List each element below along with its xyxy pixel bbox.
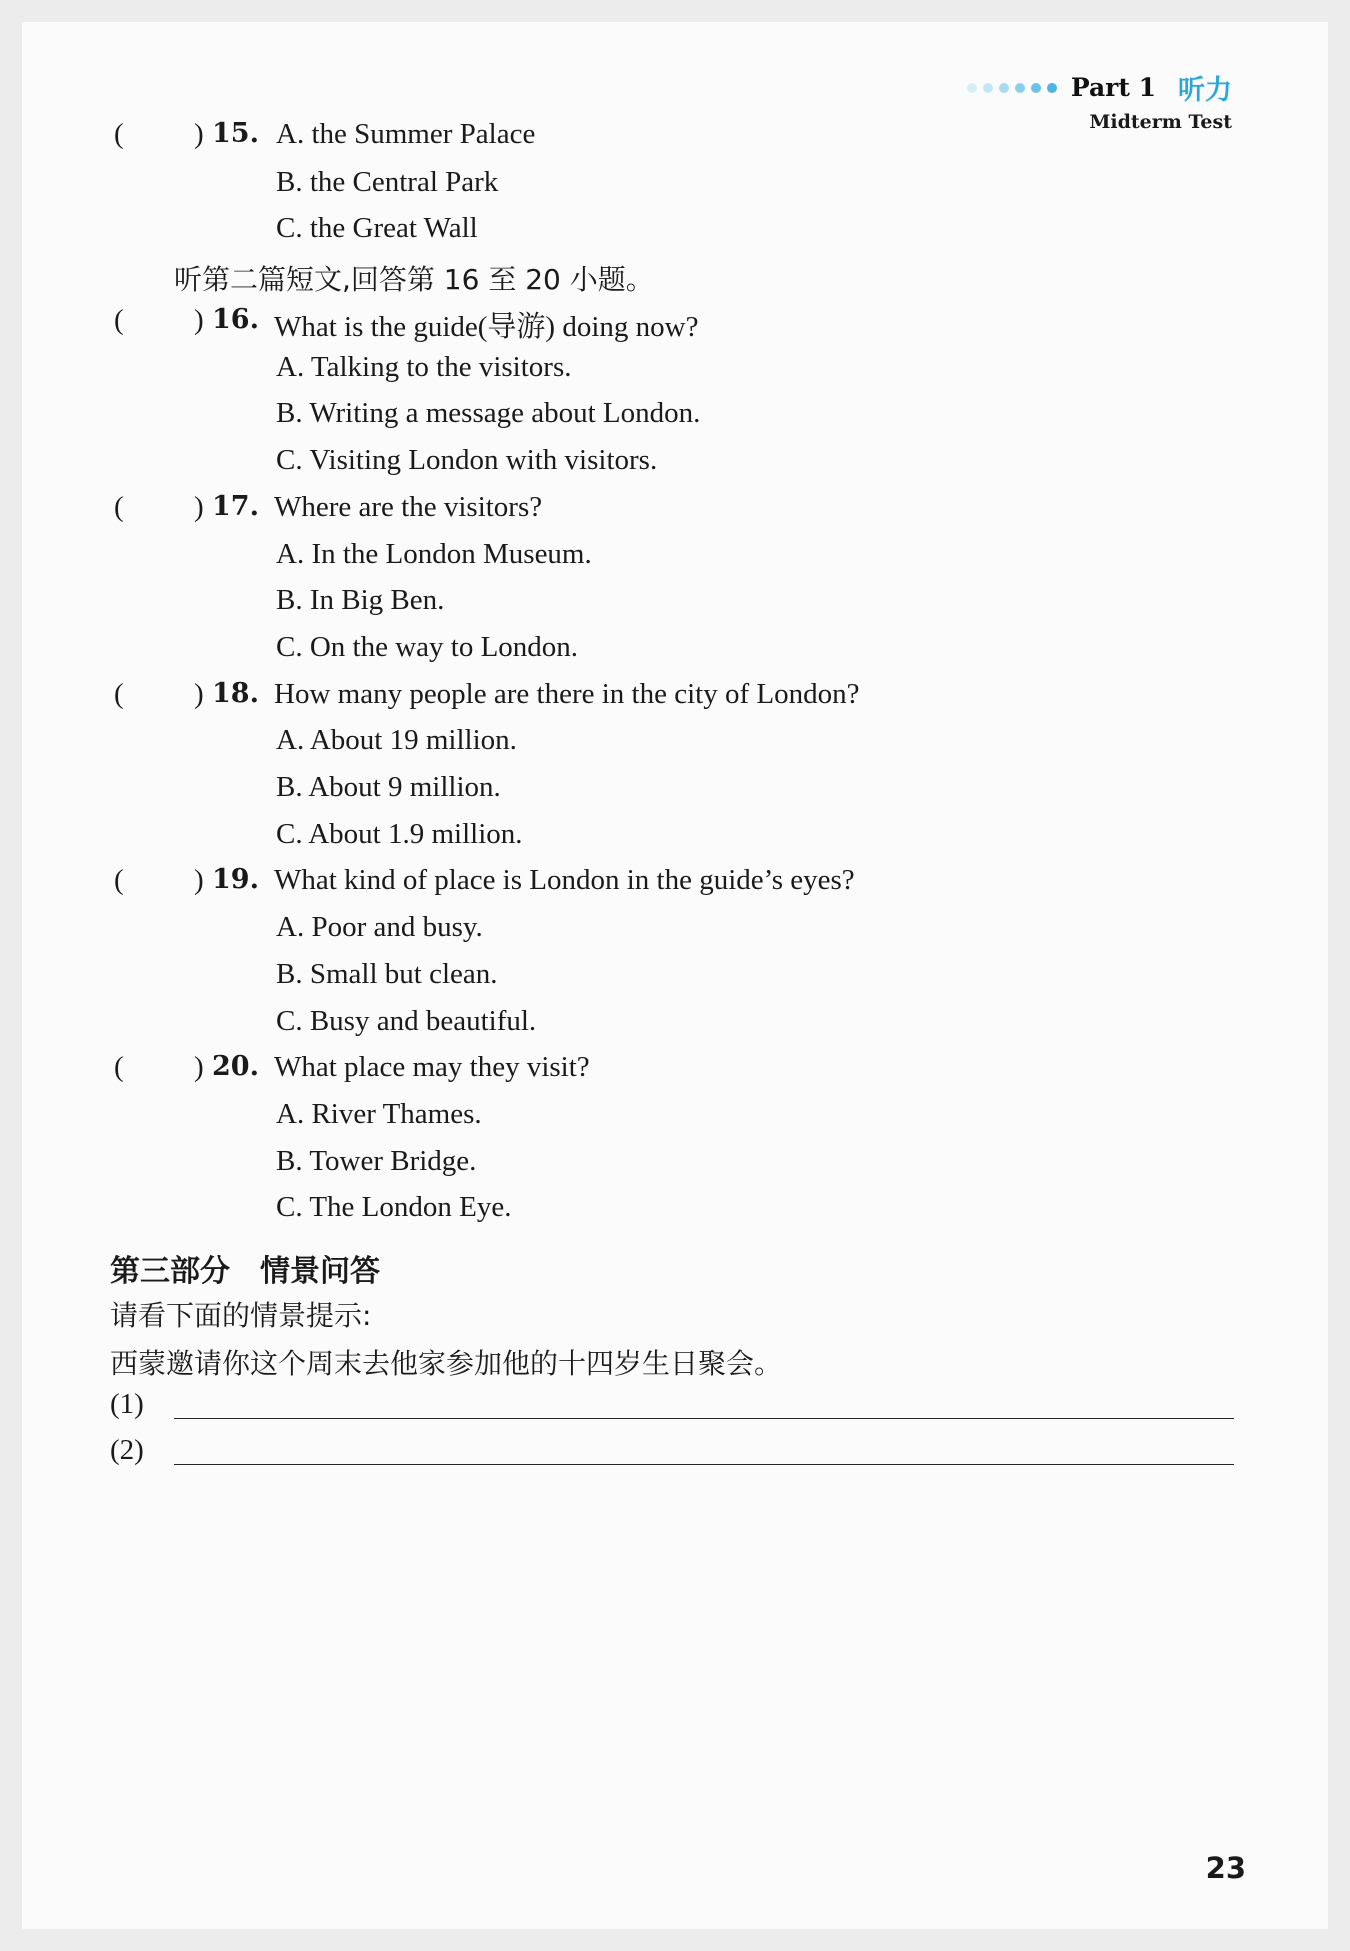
- option-a: A. River Thames.: [276, 1097, 482, 1130]
- part3-heading: 第三部分 情景问答: [110, 1254, 380, 1289]
- option-c: C. About 1.9 million.: [276, 817, 523, 850]
- answer-paren-close: ): [194, 864, 204, 897]
- question-text: What place may they visit?: [274, 1051, 590, 1084]
- question-text: What kind of place is London in the guide’s eyes?: [274, 864, 855, 897]
- option-a: A. the Summer Palace: [276, 118, 536, 150]
- option-a: A. About 19 million.: [276, 724, 517, 757]
- option-b: B. the Central Park: [276, 166, 499, 198]
- dot-2: [983, 83, 993, 93]
- answer-paren-open: (: [114, 1051, 124, 1084]
- dot-1: [967, 83, 977, 93]
- option-b: B. About 9 million.: [276, 771, 501, 803]
- dot-4: [1015, 83, 1025, 93]
- blank-label-2: (2): [110, 1434, 144, 1466]
- dot-6: [1047, 83, 1057, 93]
- question-number: 20.: [212, 1051, 259, 1083]
- option-b: B. Writing a message about London.: [276, 397, 701, 430]
- option-b: B. In Big Ben.: [276, 584, 445, 617]
- header-dots-decoration: [967, 83, 1057, 93]
- option-c: C. Visiting London with visitors.: [276, 444, 658, 477]
- page-number: 23: [1205, 1851, 1246, 1885]
- page-header: [967, 68, 1232, 133]
- answer-paren-open: (: [114, 304, 124, 336]
- question-number: 16.: [212, 304, 259, 335]
- answer-line-2[interactable]: [174, 1464, 1234, 1465]
- answer-paren-open: (: [114, 677, 124, 710]
- option-b: B. Small but clean.: [276, 957, 498, 990]
- option-a: A. In the London Museum.: [276, 537, 592, 570]
- answer-paren-open: (: [114, 490, 124, 523]
- option-a: A. Talking to the visitors.: [276, 350, 572, 383]
- dot-5: [1031, 83, 1041, 93]
- answer-paren-close: ): [194, 677, 204, 710]
- option-c: C. the Great Wall: [276, 212, 478, 244]
- answer-paren-open: (: [114, 864, 124, 897]
- section-title: 听力: [1178, 75, 1232, 106]
- part3-prompt: 请看下面的情景提示:: [110, 1299, 372, 1332]
- answer-paren-close: ): [194, 1051, 204, 1084]
- question-text: Where are the visitors?: [274, 490, 543, 523]
- page: [22, 22, 1328, 1929]
- question-number: 15.: [212, 118, 259, 149]
- answer-line-1[interactable]: [174, 1418, 1234, 1419]
- option-a: A. Poor and busy.: [276, 911, 483, 944]
- answer-paren-close: ): [194, 118, 204, 150]
- option-c: C. On the way to London.: [276, 630, 579, 663]
- dot-3: [999, 83, 1009, 93]
- listening-instruction: 听第二篇短文,回答第 16 至 20 小题。: [174, 263, 654, 296]
- answer-paren-close: ): [194, 490, 204, 523]
- part-label: Part 1: [1070, 73, 1156, 102]
- answer-paren-close: ): [194, 304, 204, 336]
- question-number: 18.: [212, 677, 259, 709]
- question-number: 19.: [212, 864, 259, 896]
- blank-label-1: (1): [110, 1388, 144, 1420]
- question-text: What is the guide(导游) doing now?: [274, 311, 699, 343]
- option-c: C. The London Eye.: [276, 1191, 512, 1224]
- part3-scenario: 西蒙邀请你这个周末去他家参加他的十四岁生日聚会。: [110, 1347, 783, 1380]
- option-c: C. Busy and beautiful.: [276, 1004, 537, 1037]
- question-number: 17.: [212, 490, 259, 522]
- answer-paren-open: (: [114, 118, 124, 150]
- header-subtitle: Midterm Test: [1089, 111, 1232, 133]
- option-b: B. Tower Bridge.: [276, 1144, 477, 1177]
- question-text: How many people are there in the city of London?: [274, 677, 860, 710]
